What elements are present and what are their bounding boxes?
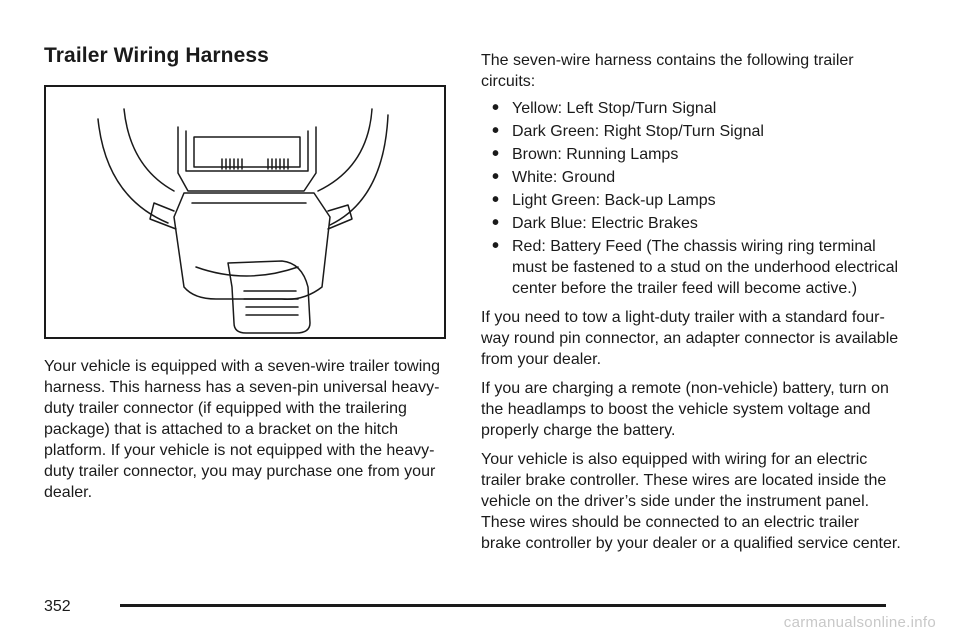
circuit-item: • Brown: Running Lamps	[481, 144, 901, 165]
circuits-intro: The seven-wire harness contains the following trailer circuits:	[481, 52, 854, 90]
circuit-item: • White: Ground	[481, 167, 901, 188]
circuit-item: • Dark Blue: Electric Brakes	[481, 213, 901, 234]
circuit-item: • Yellow: Left Stop/Turn Signal	[481, 98, 901, 119]
adapter-paragraph: If you need to tow a light-duty trailer with a standard four-way round pin connector, an adapter connector is available from your dealer.	[481, 309, 899, 368]
circuit-item: • Dark Green: Right Stop/Turn Signal	[481, 121, 901, 142]
right-column	[481, 50, 901, 554]
harness-description: Your vehicle is equipped with a seven-wire trailer towing harness. This harness has a seven-pin universal heavy-duty trailer connector (if equipped with the trailering package) that is attached to a bracket on the hitch platform. If your vehicle is not equipped with the heavy-duty trailer connector, you may purchase one from your dealer.	[44, 358, 441, 501]
circuit-item: • Light Green: Back-up Lamps	[481, 190, 901, 211]
brake-controller-paragraph: Your vehicle is also equipped with wiring for an electric trailer brake controller. These wires are located inside the vehicle on the driver’s side under the instrument panel. These wires should be connected to an electric trailer brake controller by your dealer or a qualified service center.	[481, 451, 901, 552]
connector-drawing-icon	[46, 87, 444, 337]
watermark: carmanualsonline.info	[783, 614, 936, 631]
page-title: Trailer Wiring Harness	[44, 44, 269, 67]
left-column	[44, 356, 454, 503]
page-number: 352	[44, 598, 71, 615]
circuit-list	[481, 98, 901, 299]
circuit-item: • Red: Battery Feed (The chassis wiring ring terminal must be fastened to a stud on the underhood electrical center before the trailer feed will become active.)	[481, 236, 901, 299]
battery-paragraph: If you are charging a remote (non-vehicle) battery, turn on the headlamps to boost the vehicle system voltage and properly charge the battery.	[481, 380, 889, 439]
footer-rule	[120, 604, 886, 607]
trailer-connector-illustration	[44, 85, 446, 339]
